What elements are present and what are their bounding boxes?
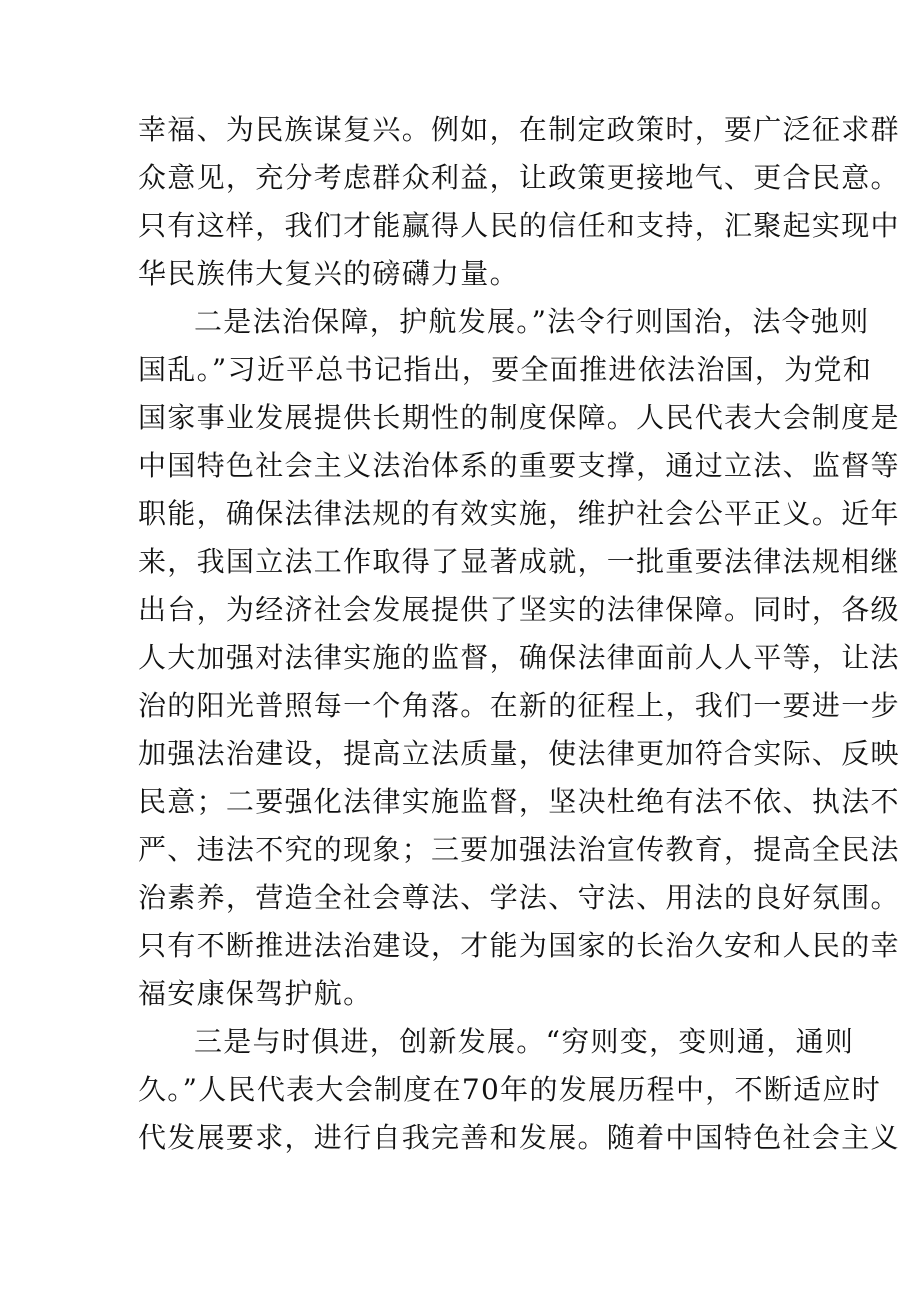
text-line: 出台，为经济社会发展提供了坚实的法律保障。同时，各级 (138, 593, 900, 626)
text-line: 国乱。”习近平总书记指出，要全面推进依法治国，为党和 (138, 353, 873, 386)
text-line: 幸福、为民族谋复兴。例如，在制定政策时，要广泛征求群 (138, 113, 900, 146)
text-line: 国家事业发展提供长期性的制度保障。人民代表大会制度是 (138, 401, 900, 434)
text-line: 久。”人民代表大会制度在70年的发展历程中，不断适应时 (138, 1073, 882, 1106)
text-line: 只有这样，我们才能赢得人民的信任和支持，汇聚起实现中 (138, 209, 900, 242)
text-line: 职能，确保法律法规的有效实施，维护社会公平正义。近年 (138, 497, 900, 530)
text-line: 代发展要求，进行自我完善和发展。随着中国特色社会主义 (138, 1121, 900, 1154)
text-line: 治的阳光普照每一个角落。在新的征程上，我们一要进一步 (138, 689, 900, 722)
text-line: 来，我国立法工作取得了显著成就，一批重要法律法规相继 (138, 545, 900, 578)
text-line: 人大加强对法律实施的监督，确保法律面前人人平等，让法 (138, 641, 900, 674)
text-line: 治素养，营造全社会尊法、学法、守法、用法的良好氛围。 (138, 881, 900, 914)
text-line: 三是与时俱进，创新发展。“穷则变，变则通，通则 (194, 1025, 855, 1058)
document-body (138, 106, 900, 1162)
text-line: 民意；二要强化法律实施监督，坚决杜绝有法不依、执法不 (138, 785, 900, 818)
text-line: 二是法治保障，护航发展。”法令行则国治，法令弛则 (194, 305, 870, 338)
text-line: 华民族伟大复兴的磅礴力量。 (138, 257, 519, 290)
text-line: 加强法治建设，提高立法质量，使法律更加符合实际、反映 (138, 737, 900, 770)
text-line: 福安康保驾护航。 (138, 977, 373, 1010)
text-line: 众意见，充分考虑群众利益，让政策更接地气、更合民意。 (138, 161, 900, 194)
text-line: 中国特色社会主义法治体系的重要支撑，通过立法、监督等 (138, 449, 900, 482)
text-line: 严、违法不究的现象；三要加强法治宣传教育，提高全民法 (138, 833, 900, 866)
text-line: 只有不断推进法治建设，才能为国家的长治久安和人民的幸 (138, 929, 900, 962)
